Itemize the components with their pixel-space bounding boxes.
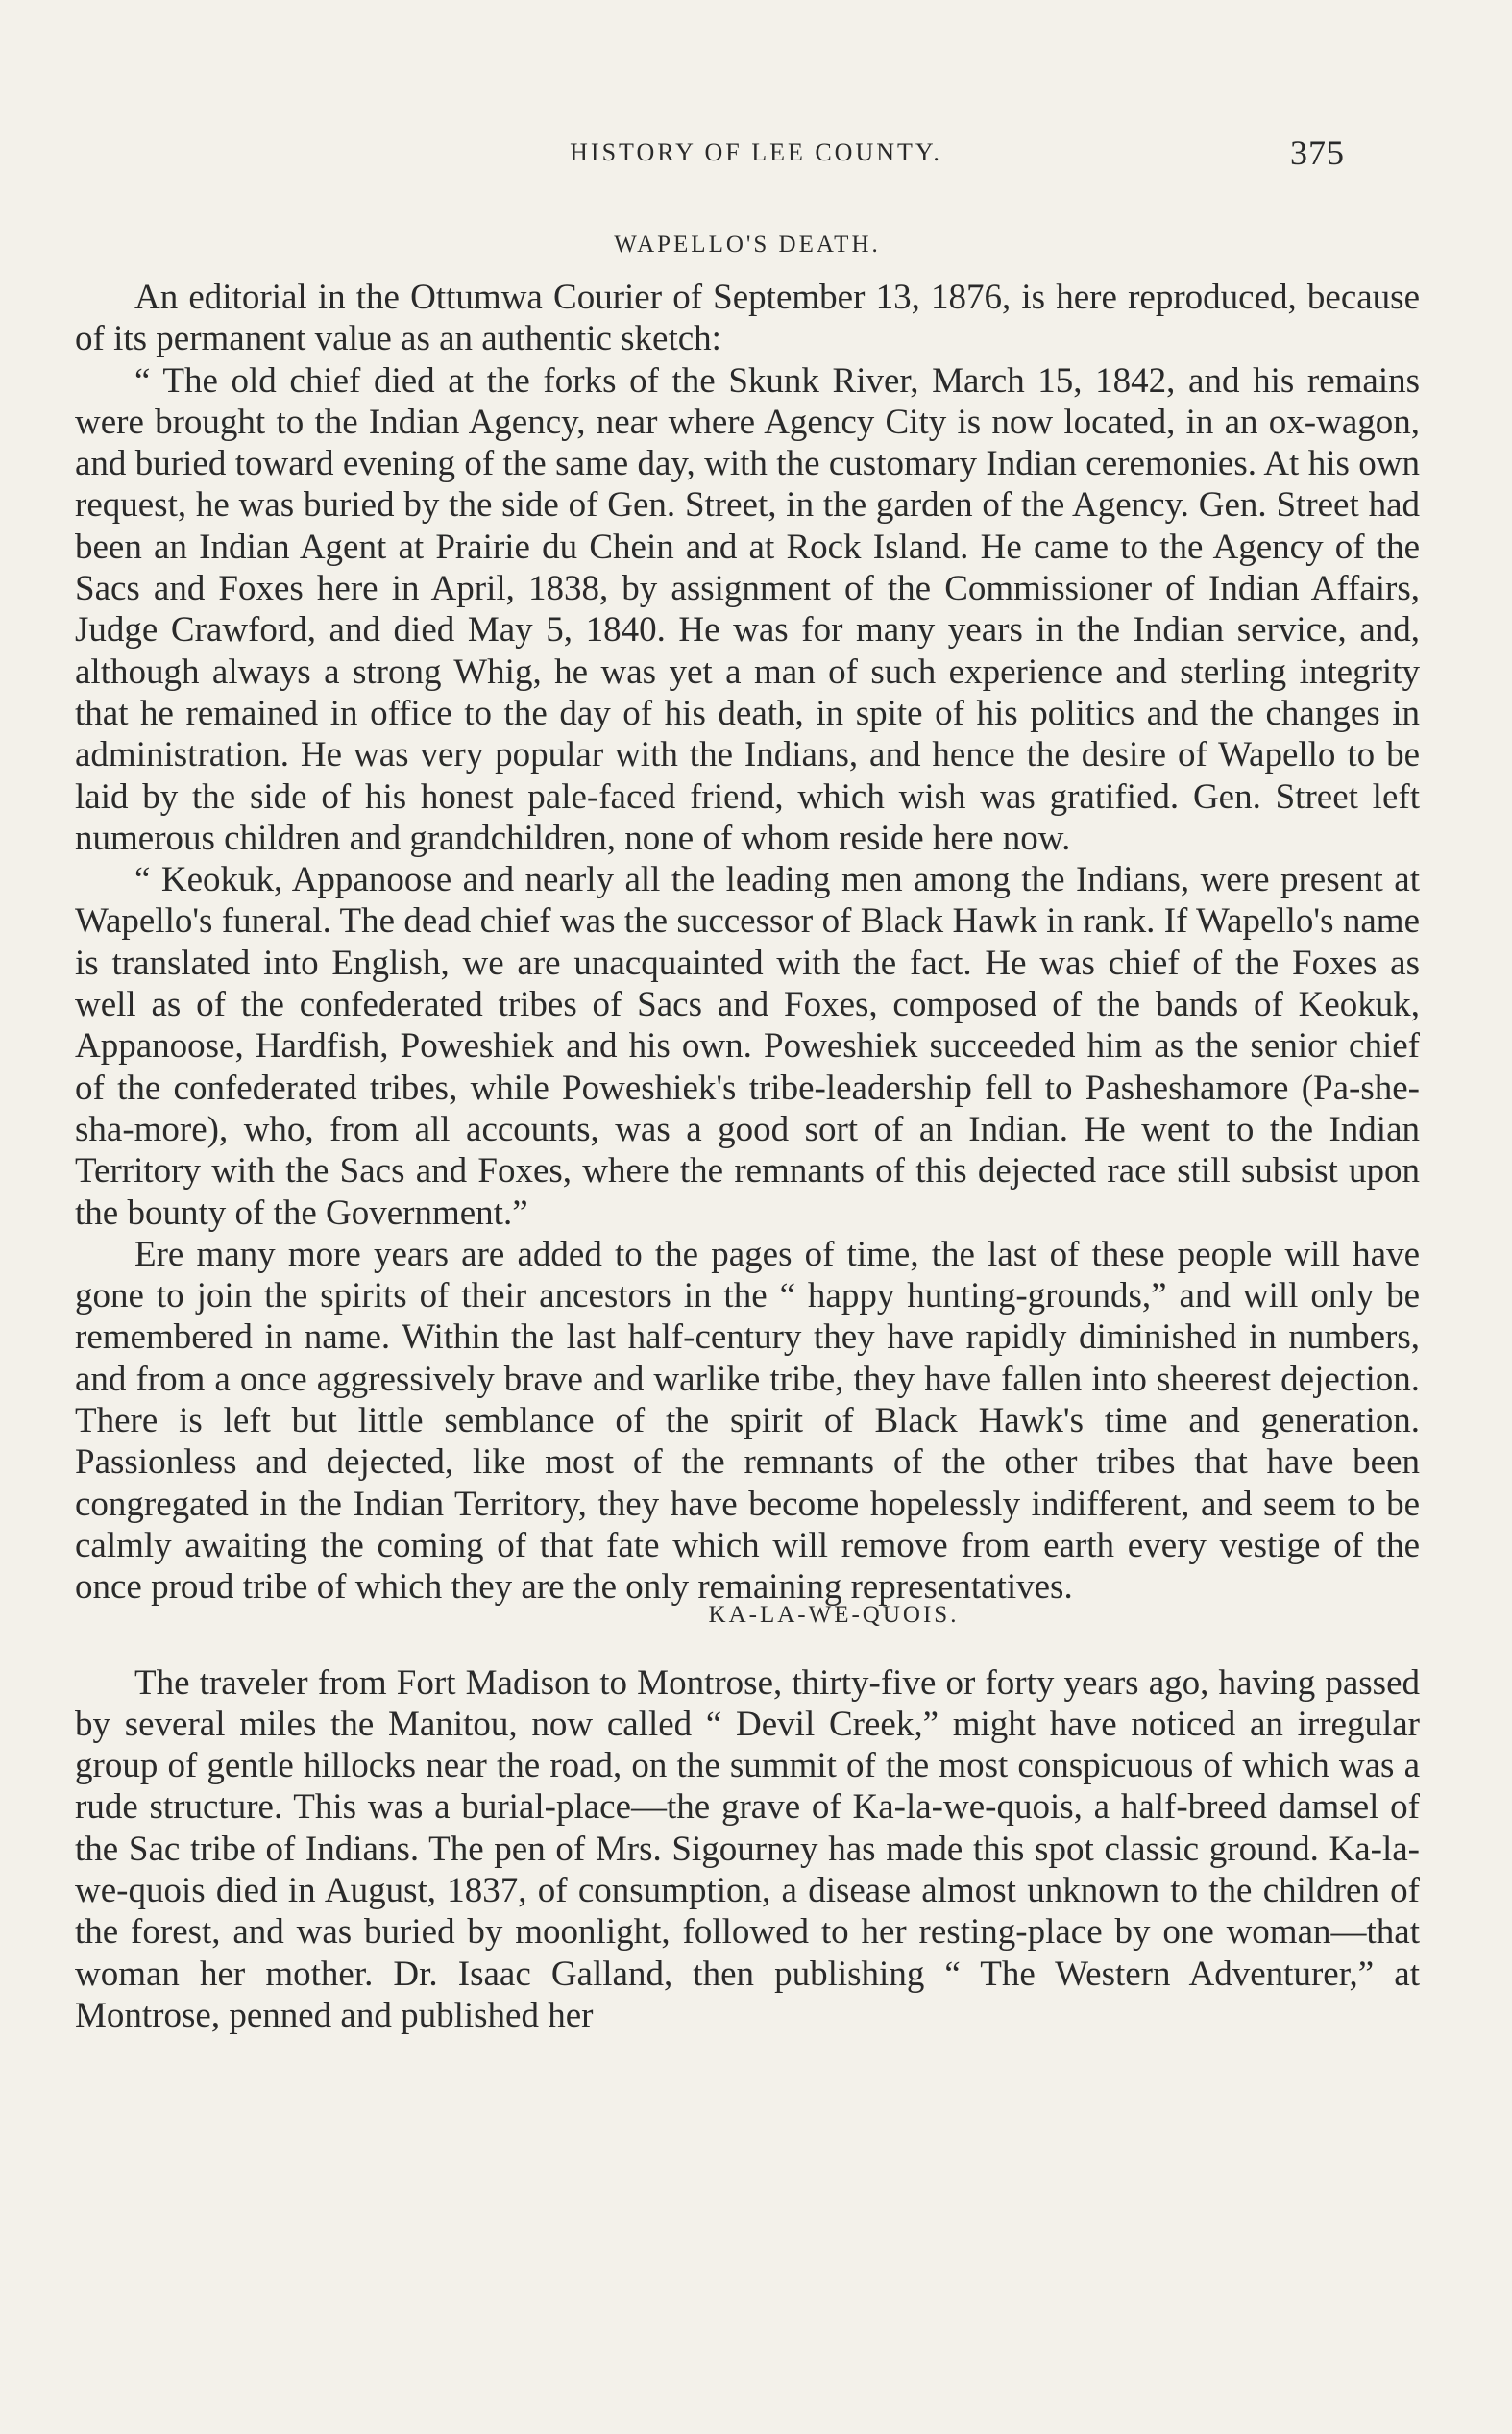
paragraph: Ere many more years are added to the pages of time, the last of these people will have gone to join the spirits of their ancestors in the “ happy hunting-grounds,” and will only be remembered in name. Within the last half-century they have rapidly diminished in numbers, and from a once aggressively brave and warlike tribe, they have fallen into sheerest dejection. There is left but little semblance of the spirit of Black Hawk's time and generation. Passionless and dejected, like most of the remnants of the other tribes that have been congregated in the Indian Territory, they have become hopelessly indifferent, and seem to be calmly awaiting the coming of that fate which will remove from earth every vestige of the once proud tribe of which they are the only remaining representatives. (75, 1234, 1420, 1608)
paragraph: An editorial in the Ottumwa Courier of September 13, 1876, is here reproduced, because of its permanent value as an authentic sketch: (75, 278, 1420, 359)
running-title: HISTORY OF LEE COUNTY. (570, 138, 942, 166)
paragraph: “ The old chief died at the forks of the Skunk River, March 15, 1842, and his remains were brought to the Indian Agency, near where Agency City is now located, in an ox-wagon, and buried toward evening of the same day, with the customary Indian ceremonies. At his own request, he was buried by the side of Gen. Street, in the garden of the Agency. Gen. Street had been an Indian Agent at Prairie du Chein and at Rock Island. He came to the Agency of the Sacs and Foxes here in April, 1838, by assignment of the Commissioner of Indian Affairs, Judge Crawford, and died May 5, 1840. He was for many years in the Indian service, and, although always a strong Whig, he was yet a man of such experience and sterling integrity that he remained in office to the day of his death, in spite of his politics and the changes in administration. He was very popular with the Indians, and hence the desire of Wapello to be laid by the side of his honest pale-faced friend, which wish was gratified. Gen. Street left numerous children and grandchildren, none of whom reside here now. (75, 360, 1420, 858)
body-text (75, 229, 1420, 2036)
paragraph: The traveler from Fort Madison to Montrose, thirty-five or forty years ago, having passed by several miles the Manitou, now called “ Devil Creek,” might have noticed an irregular group of gentle hillocks near the road, on the summit of the most conspicuous of which was a rude structure. This was a burial-place—the grave of Ka-la-we-quois, a half-breed damsel of the Sac tribe of Indians. The pen of Mrs. Sigourney has made this spot classic ground. Ka-la-we-quois died in August, 1837, of consumption, a disease almost unknown to the children of the forest, and was buried by moonlight, followed to her resting-place by one woman—that woman her mother. Dr. Isaac Galland, then publishing “ The Western Adventurer,” at Montrose, penned and published her (75, 1662, 1420, 2035)
running-head (75, 133, 1437, 171)
paragraph: “ Keokuk, Appanoose and nearly all the leading men among the Indians, were present at Wapello's funeral. The dead chief was the successor of Black Hawk in rank. If Wapello's name is translated into English, we are unacquainted with the fact. He was chief of the Foxes as well as of the confederated tribes of Sacs and Foxes, composed of the bands of Keokuk, Appanoose, Hardfish, Poweshiek and his own. Poweshiek succeeded him as the senior chief of the confederated tribes, while Poweshiek's tribe-leadership fell to Pasheshamore (Pa-she-sha-more), who, from all accounts, was a good sort of an Indian. He went to the Indian Territory with the Sacs and Foxes, where the remnants of this dejected race still subsist upon the bounty of the Government.” (75, 860, 1420, 1233)
page-number: 375 (1290, 134, 1345, 172)
section-title-wapellos-death: WAPELLO'S DEATH. (614, 232, 881, 258)
section-title-ka-la-we-quois: KA-LA-WE-QUOIS. (708, 1601, 960, 1628)
